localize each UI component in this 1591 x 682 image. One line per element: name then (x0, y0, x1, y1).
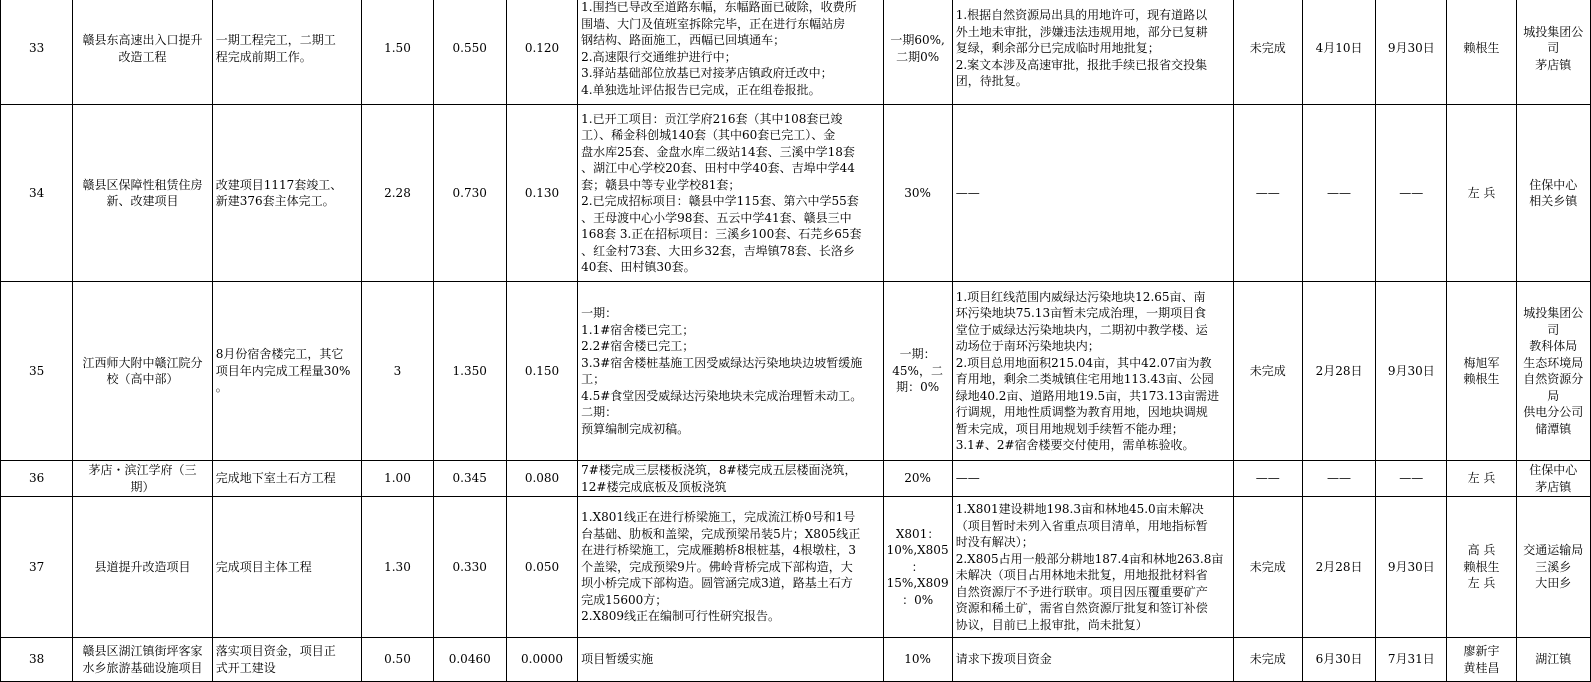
progress-detail-line: 12#楼完成底板及顶板浇筑 (581, 479, 727, 494)
annual-goal-line: 式开工建设 (215, 660, 276, 675)
responsible-leader-cell (1447, 282, 1516, 461)
completed-investment-cell: 0.0000 (506, 638, 577, 682)
project-name-line: 茅店・滨江学府（三 (88, 463, 197, 477)
annual-goal-line: 程完成前期工作。 (215, 49, 312, 64)
issue-status-cell: —— (1233, 105, 1302, 282)
completed-investment-cell: 0.120 (506, 0, 577, 105)
total-investment-cell: 1.50 (362, 0, 433, 105)
progress-detail-line: 工； (581, 372, 606, 386)
progress-percent-line: ： (911, 559, 924, 574)
responsible-unit-line: 大田乡 (1535, 576, 1572, 591)
annual-goal-line: 改建项目1117套竣工、 (215, 177, 343, 192)
table-row (1, 638, 1591, 682)
responsible-leader-cell (1447, 638, 1516, 682)
progress-percent-cell (883, 497, 952, 638)
total-investment-cell: 3 (362, 282, 433, 461)
responsible-unit-line: 住保中心 (1529, 463, 1578, 477)
issues-detail-cell (952, 0, 1233, 105)
progress-detail-line: 4.单独选址评估报告已完成，正在组卷报批。 (581, 82, 821, 97)
progress-percent-line: 10% (904, 652, 931, 667)
issues-detail-line: 资源和稀土矿，需省自然资源厅批复和签订补偿 (955, 601, 1208, 615)
annual-goal-line: 完成地下室土石方工程 (215, 471, 336, 486)
issues-detail-cell (952, 461, 1233, 497)
progress-percent-line: 期：0% (896, 380, 940, 395)
end-date-cell: 9月30日 (1376, 282, 1447, 461)
progress-percent-line: X801： (895, 526, 940, 541)
issues-detail-line: 复绿，剩余部分已完成临时用地批复； (955, 41, 1160, 56)
project-number-cell: 33 (1, 0, 73, 105)
progress-percent-line: ：0% (902, 592, 934, 607)
issues-detail-line: 1.项目红线范围内威绿达污染地块12.65亩、南 (955, 289, 1206, 304)
responsible-unit-line: 教科体局 (1529, 339, 1578, 353)
issues-detail-line: 2.案文本涉及高速审批，报批手续已报省交投集 (955, 57, 1208, 72)
project-name-line: 县道提升改造项目 (94, 559, 191, 574)
progress-detail-line: 钢结构、路面施工，西幅已回填通车； (581, 33, 786, 47)
responsible-leader-line: 左 兵 (1467, 471, 1496, 486)
issue-status-cell: —— (1233, 461, 1302, 497)
completed-investment-cell: 0.050 (506, 497, 577, 638)
responsible-unit-line: 茅店镇 (1535, 57, 1572, 72)
responsible-unit-line: 住保中心 (1529, 177, 1578, 192)
start-date-cell: 2月28日 (1302, 497, 1375, 638)
issues-detail-line: 团，待批复。 (955, 74, 1028, 89)
progress-detail-line: 、湖江中心学校20套、田村中学40套、吉埠中学44 (581, 161, 855, 175)
progress-percent-line: 一期60%, (890, 33, 945, 47)
responsible-unit-line: 供电分公司 (1523, 405, 1584, 419)
annual-goal-cell (212, 461, 362, 497)
project-table-body (1, 0, 1591, 682)
project-name-line: 江西师大附中赣江院分 (82, 355, 203, 370)
annual-plan-investment-cell: 0.550 (433, 0, 506, 105)
progress-detail-line: 40套、田村镇30套。 (581, 260, 696, 274)
total-investment-cell: 0.50 (362, 638, 433, 682)
annual-goal-line: 完成项目主体工程 (215, 559, 312, 574)
project-number-cell: 37 (1, 497, 73, 638)
progress-detail-line: 4.5#食堂因受威绿达污染地块未完成治理暂未动工。 (581, 388, 863, 403)
annual-plan-investment-cell: 0.0460 (433, 638, 506, 682)
responsible-leader-line: 黄桂昌 (1463, 660, 1500, 675)
progress-percent-line: 二期0% (896, 49, 940, 64)
project-name-cell (73, 0, 212, 105)
project-name-cell (73, 638, 212, 682)
issues-detail-cell (952, 497, 1233, 638)
annual-goal-cell (212, 638, 362, 682)
issues-detail-line: 堂位于威绿达污染地块内，二期初中教学楼、运 (955, 322, 1208, 337)
responsible-unit-line: 司 (1547, 41, 1560, 56)
responsible-leader-line: 赖根生 (1463, 372, 1500, 386)
responsible-unit-cell (1516, 105, 1590, 282)
issues-detail-cell (952, 282, 1233, 461)
responsible-leader-cell (1447, 0, 1516, 105)
project-name-cell (73, 461, 212, 497)
responsible-unit-line: 储潭镇 (1535, 421, 1572, 436)
progress-percent-line: 45%，二 (892, 363, 943, 378)
start-date-cell: —— (1302, 105, 1375, 282)
issues-detail-line: 行调规，用地性质调整为教育用地，因地块调规 (955, 405, 1208, 419)
progress-detail-line: 3.驿站基础部位放基已对接茅店镇政府迁改中； (581, 66, 833, 80)
progress-detail-line: 3.3#宿舍楼桩基施工因受威绿达污染地块边坡暂缓施 (581, 355, 863, 370)
issues-detail-line: 未解决（项目占用林地未批复，用地报批材料省 (955, 568, 1208, 582)
responsible-leader-cell (1447, 461, 1516, 497)
issues-detail-line: 时没有解决）； (955, 535, 1034, 549)
end-date-cell: 9月30日 (1376, 497, 1447, 638)
issues-detail-line: 暂未完成，项目用地规划手续暂不能办理； (955, 421, 1184, 436)
project-name-line: 期） (130, 479, 155, 494)
annual-goal-cell (212, 105, 362, 282)
progress-detail-line: 台基础、肋板和盖梁，完成预梁吊装5片；X805线正 (581, 526, 861, 541)
progress-detail-line: 2.已完成招标项目：赣县中学115套、第六中学55套 (581, 194, 859, 208)
progress-detail-line: 预算编制完成初稿。 (581, 421, 690, 436)
responsible-unit-line: 湖江镇 (1535, 652, 1572, 667)
responsible-unit-cell (1516, 638, 1590, 682)
issues-detail-line: 育用地，剩余二类城镇住宅用地113.43亩、公园 (955, 372, 1214, 386)
responsible-unit-line: 城投集团公 (1523, 24, 1584, 39)
project-name-line: 赣县区保障性租赁住房 (82, 177, 203, 192)
completed-investment-cell: 0.130 (506, 105, 577, 282)
progress-detail-line: 7#楼完成三层楼板浇筑，8#楼完成五层楼面浇筑， (581, 463, 857, 477)
start-date-cell: —— (1302, 461, 1375, 497)
progress-detail-cell (578, 105, 883, 282)
progress-detail-line: 2.X809线正在编制可行性研究报告。 (581, 609, 781, 624)
responsible-unit-cell (1516, 497, 1590, 638)
progress-percent-cell (883, 461, 952, 497)
project-name-line: 改造工程 (118, 49, 167, 64)
progress-percent-cell (883, 282, 952, 461)
responsible-leader-line: 高 兵 (1467, 543, 1496, 558)
issues-detail-line: （项目暂时未列入省重点项目清单，用地指标暂 (955, 518, 1208, 533)
project-number-cell: 36 (1, 461, 73, 497)
progress-detail-line: 盘水库25套、金盘水库二级站14套、三溪中学18套 (581, 144, 855, 159)
end-date-cell: 9月30日 (1376, 0, 1447, 105)
start-date-cell: 6月30日 (1302, 638, 1375, 682)
project-name-line: 水乡旅游基础设施项目 (82, 660, 203, 675)
responsible-unit-line: 城投集团公 (1523, 306, 1584, 320)
total-investment-cell: 1.00 (362, 461, 433, 497)
progress-percent-line: 30% (904, 185, 931, 200)
progress-percent-line: 15%,X809 (886, 576, 949, 591)
project-name-line: 赣县区湖江镇街坪客家 (82, 644, 203, 658)
progress-detail-line: 在进行桥梁施工，完成雁鹅桥8根桩基，4根墩柱，3 (581, 543, 857, 558)
project-number-cell: 34 (1, 105, 73, 282)
table-row (1, 105, 1591, 282)
issues-detail-line: 3.1#、2#宿舍楼要交付使用，需单栋验收。 (955, 438, 1195, 452)
progress-detail-line: 套；赣县中等专业学校81套； (581, 177, 741, 192)
responsible-leader-line: 赖根生 (1463, 559, 1500, 574)
progress-percent-cell (883, 0, 952, 105)
responsible-leader-cell (1447, 105, 1516, 282)
project-name-line: 新、改建项目 (106, 194, 179, 208)
progress-percent-line: 一期： (899, 347, 936, 362)
progress-detail-line: 2.高速限行交通维护进行中； (581, 49, 737, 64)
annual-goal-cell (212, 282, 362, 461)
end-date-cell: 7月31日 (1376, 638, 1447, 682)
annual-goal-line: 。 (215, 380, 228, 395)
responsible-unit-line: 茅店镇 (1535, 479, 1572, 494)
annual-goal-line: 8月份宿舍楼完工，其它 (215, 347, 344, 362)
responsible-unit-line: 司 (1547, 322, 1560, 337)
responsible-leader-line: 赖根生 (1463, 41, 1500, 56)
issues-detail-cell (952, 105, 1233, 282)
progress-detail-line: 个盖梁，完成预梁9片。佛岭背桥完成下部构造，大 (581, 559, 853, 574)
progress-detail-cell (578, 638, 883, 682)
completed-investment-cell: 0.150 (506, 282, 577, 461)
issue-status-cell: 未完成 (1233, 497, 1302, 638)
responsible-unit-line: 三溪乡 (1535, 559, 1572, 574)
progress-detail-cell (578, 497, 883, 638)
progress-detail-cell (578, 461, 883, 497)
responsible-unit-line: 相关乡镇 (1529, 194, 1578, 208)
progress-detail-line: 项目暂缓实施 (581, 652, 654, 667)
annual-goal-cell (212, 0, 362, 105)
progress-detail-line: 围墙、大门及值班室拆除完毕，正在进行东幅站房 (581, 16, 846, 31)
total-investment-cell: 2.28 (362, 105, 433, 282)
progress-detail-line: 完成15600方； (581, 592, 668, 607)
issue-status-cell: 未完成 (1233, 282, 1302, 461)
completed-investment-cell: 0.080 (506, 461, 577, 497)
start-date-cell: 4月10日 (1302, 0, 1375, 105)
annual-goal-line: 新建376套主体完工。 (215, 194, 335, 208)
progress-percent-cell (883, 638, 952, 682)
total-investment-cell: 1.30 (362, 497, 433, 638)
issues-detail-line: 环污染地块75.13亩暂未完成治理，一期项目食 (955, 306, 1207, 320)
progress-detail-line: 二期： (581, 405, 618, 419)
project-name-cell (73, 105, 212, 282)
project-name-line: 赣县东高速出入口提升 (82, 33, 203, 47)
issue-status-cell: 未完成 (1233, 638, 1302, 682)
progress-detail-line: 1.围挡已导改至道路东幅，东幅路面已破除，收费所 (581, 0, 857, 14)
table-row (1, 461, 1591, 497)
responsible-leader-line: 左 兵 (1467, 185, 1496, 200)
progress-detail-line: 1.X801线正在进行桥梁施工，完成流江桥0号和1号 (581, 510, 856, 525)
progress-detail-cell (578, 0, 883, 105)
responsible-leader-line: 廖新宇 (1463, 644, 1500, 658)
progress-percent-line: 20% (904, 471, 931, 486)
issues-detail-line: 协议，目前已上报审批，尚未批复） (955, 617, 1148, 632)
issues-detail-cell (952, 638, 1233, 682)
progress-detail-line: 一期： (581, 306, 618, 320)
table-row (1, 0, 1591, 105)
responsible-leader-line: 梅旭军 (1463, 355, 1500, 370)
progress-detail-line: 168套 3.正在招标项目：三溪乡100套、石芫乡65套 (581, 227, 862, 241)
annual-goal-line: 项目年内完成工程量30% (215, 363, 351, 378)
responsible-unit-line: 生态环境局 (1523, 355, 1584, 370)
responsible-leader-line: 左 兵 (1467, 576, 1496, 591)
issues-detail-line: 2.X805占用一般部分耕地187.4亩和林地263.8亩 (955, 551, 1224, 566)
project-name-cell (73, 497, 212, 638)
progress-detail-line: 1.1#宿舍楼已完工； (581, 322, 695, 337)
responsible-unit-cell (1516, 282, 1590, 461)
progress-percent-line: 10%,X805 (886, 543, 949, 558)
issues-detail-line: —— (955, 185, 980, 200)
project-number-cell: 38 (1, 638, 73, 682)
issues-detail-line: —— (955, 471, 980, 486)
project-name-line: 校（高中部） (106, 372, 179, 386)
annual-plan-investment-cell: 0.345 (433, 461, 506, 497)
responsible-unit-cell (1516, 461, 1590, 497)
issues-detail-line: 请求下拨项目资金 (955, 652, 1052, 667)
responsible-leader-cell (1447, 497, 1516, 638)
issues-detail-line: 1.X801建设耕地198.3亩和林地45.0亩未解决 (955, 502, 1204, 516)
issues-detail-line: 外土地未审批，涉嫌违法违规用地，部分已复耕 (955, 24, 1208, 39)
issue-status-cell: 未完成 (1233, 0, 1302, 105)
project-name-cell (73, 282, 212, 461)
table-row (1, 282, 1591, 461)
responsible-unit-line: 自然资源分 (1523, 372, 1584, 386)
annual-goal-cell (212, 497, 362, 638)
annual-goal-line: 一期工程完工，二期工 (215, 33, 336, 47)
annual-plan-investment-cell: 0.330 (433, 497, 506, 638)
responsible-unit-line: 局 (1547, 388, 1560, 403)
table-row (1, 497, 1591, 638)
end-date-cell: —— (1376, 461, 1447, 497)
progress-detail-line: 、红金村73套、大田乡32套，吉埠镇78套、长洛乡 (581, 243, 855, 258)
progress-percent-cell (883, 105, 952, 282)
issues-detail-line: 自然资源厅不予进行联审。项目因压覆重要矿产 (955, 584, 1208, 599)
progress-detail-line: 、王母渡中心小学98套、五云中学41套、赣县三中 (581, 210, 852, 225)
issues-detail-line: 动场位于南环污染地块内； (955, 339, 1100, 353)
responsible-unit-line: 交通运输局 (1523, 543, 1584, 558)
annual-plan-investment-cell: 1.350 (433, 282, 506, 461)
progress-detail-line: 坝小桥完成下部构造。圆管涵完成3道，路基土石方 (581, 576, 853, 591)
progress-detail-line: 工）、稀金科创城140套（其中60套已完工）、金 (581, 128, 836, 142)
end-date-cell: —— (1376, 105, 1447, 282)
project-number-cell: 35 (1, 282, 73, 461)
annual-goal-line: 落实项目资金，项目正 (215, 644, 336, 658)
issues-detail-line: 绿地40.2亩、道路用地19.5亩，共173.13亩需进 (955, 388, 1220, 403)
annual-plan-investment-cell: 0.730 (433, 105, 506, 282)
issues-detail-line: 1.根据自然资源局出具的用地许可，现有道路以 (955, 8, 1208, 23)
progress-detail-cell (578, 282, 883, 461)
issues-detail-line: 2.项目总用地面积215.04亩，其中42.07亩为教 (955, 355, 1212, 370)
progress-detail-line: 2.2#宿舍楼已完工； (581, 339, 695, 353)
progress-detail-line: 1.已开工项目：贡江学府216套（其中108套已竣 (581, 111, 843, 126)
responsible-unit-cell (1516, 0, 1590, 105)
start-date-cell: 2月28日 (1302, 282, 1375, 461)
